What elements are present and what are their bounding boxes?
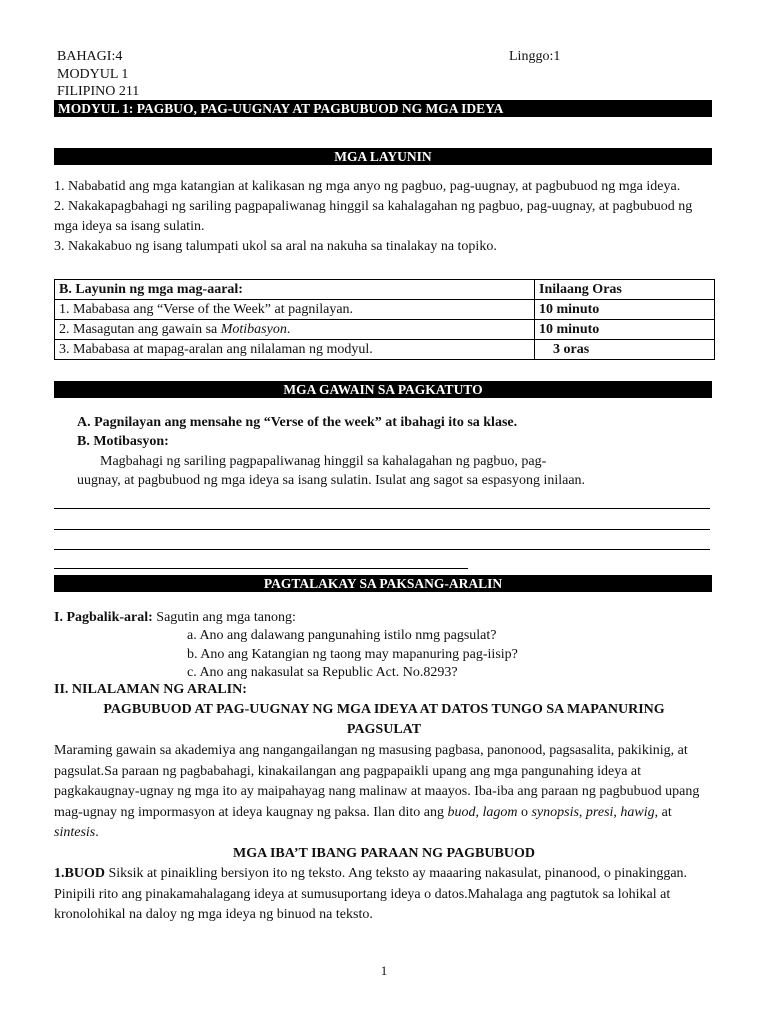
layunin-list [54, 177, 714, 257]
lesson-paragraph: Maraming gawain sa akademiya ang nangangailangan ng masusing pagbasa, panonood, pagsasalita, pakikinig, at pagsulat.Sa paraan ng pagbabahagi, kinakailangan ang pagpapaikli upang ang mga pangunahing ideya at pagkakaugnay-ugnay ng mga ito ay maipahayag nang malinaw at maayos. Iba-iba ang paraan ng pagbubuod upang mag-ugnay ng impormasyon at ideya kaugnay ng paksa. Ilan dito ang buod, lagom o synopsis, presi, hawig, at sintesis. [54, 743, 700, 840]
module-title: MODYUL 1: PAGBUO, PAG-UUGNAY AT PAGBUBUOD NG MGA IDEYA [58, 101, 504, 116]
pagbalik-aral-text: Sagutin ang mga tanong: [152, 610, 296, 625]
term-presi: presi [585, 804, 614, 820]
gawain-heading: MGA GAWAIN SA PAGKATUTO [54, 381, 712, 398]
pagbalik-aral [54, 608, 296, 628]
gawain-b-text-1: Magbahagi ng sariling pagpapaliwanag hinggil sa kahalagahan ng pagbuo, pag- [100, 454, 547, 469]
table-row [55, 320, 715, 340]
answer-line[interactable] [54, 529, 710, 530]
table-cell-task: 1. Mababasa ang “Verse of the Week” at pagnilayan. [55, 300, 535, 320]
layunin-item-1: 1. Nababatid ang mga katangian at kalikasan ng mga anyo ng pagbuo, pag-uugnay, at pagbubuod ng mga ideya. [54, 179, 681, 194]
lesson-subtitle-3: MGA IBA’T IBANG PARAAN NG PAGBUBUOD [233, 846, 535, 861]
term-hawig: hawig [620, 804, 655, 820]
subject-label: FILIPINO 211 [57, 84, 140, 99]
linggo-label: Linggo:1 [509, 49, 561, 64]
lesson-subtitle-2: PAGSULAT [346, 722, 422, 737]
question-a: a. Ano ang dalawang pangunahing istilo nmg pagsulat? [187, 628, 497, 643]
nilalaman-label: II. NILALAMAN NG ARALIN: [54, 682, 247, 697]
objectives-table [54, 279, 715, 360]
layunin-heading: MGA LAYUNIN [54, 148, 712, 165]
paragraph-text: Maraming gawain sa akademiya ang nangangailangan ng masusing pagbasa, panonood, pagsasalita, pakikinig, at pagsulat.Sa paraan ng pagbabahagi, kinakailangan ang pagpapaikli upang ang mga pangunahing ideya at pagkakaugnay-ugnay ng mga ito ay maipahayag nang malinaw at maayos. Iba-iba ang paraan ng pagbubuod upang mag-ugnay ng impormasyon at ideya kaugnay ng paksa. Ilan dito ang [54, 743, 700, 820]
gawain-b-text-2: uugnay, at pagbubuod ng mga ideya sa isang sulatin. Isulat ang sagot sa espasyong inilaan. [77, 473, 586, 488]
table-row [55, 340, 715, 360]
table-header-row [55, 280, 715, 300]
talakay-heading: PAGTALAKAY SA PAKSANG-ARALIN [54, 575, 712, 592]
table-header-time: Inilaang Oras [535, 280, 715, 300]
task-text: 2. Masagutan ang gawain sa [59, 322, 221, 337]
answer-line[interactable] [54, 568, 468, 569]
gawain-a: A. Pagnilayan ang mensahe ng “Verse of the week” at ibahagi ito sa klase. [77, 415, 518, 430]
answer-line[interactable] [54, 549, 710, 550]
task-emphasis: Motibasyon [220, 322, 287, 337]
table-cell-time: 10 minuto [535, 320, 715, 340]
table-header-task: B. Layunin ng mga mag-aaral: [55, 280, 535, 300]
pagbalik-aral-label: I. Pagbalik-aral: [54, 610, 153, 625]
question-b: b. Ano ang Katangian ng taong may mapanuring pag-iisip? [187, 647, 518, 662]
question-c: c. Ano ang nakasulat sa Republic Act. No.8293? [187, 665, 458, 680]
table-cell-time: 3 oras [535, 340, 715, 360]
modyul-label: MODYUL 1 [57, 67, 129, 82]
term-synopsis: synopsis [531, 804, 579, 820]
table-cell-task [55, 320, 535, 340]
term-lagom: lagom [482, 804, 518, 820]
table-row [55, 300, 715, 320]
buod-text: Siksik at pinaikling bersiyon ito ng teksto. Ang teksto ay maaaring nakasulat, pinanood, o pinakinggan. Pinipili rito ang pinakamahalagang ideya at sumusuportang ideya o datos.Mahalaga ang pagtutok sa lohikal at kronolohikal na daloy ng mga ideya ng binuod na teksto. [54, 866, 688, 922]
buod-label: 1.BUOD [54, 866, 105, 881]
term-buod: buod, [447, 804, 479, 820]
task-text-end: . [286, 322, 291, 337]
buod-paragraph [54, 864, 714, 926]
lesson-subtitle-1: PAGBUBUOD AT PAG-UUGNAY NG MGA IDEYA AT DATOS TUNGO SA MAPANURING [103, 702, 665, 717]
term-sintesis: sintesis [54, 825, 96, 840]
answer-line[interactable] [54, 508, 710, 509]
module-title-bar [54, 100, 712, 117]
gawain-b: B. Motibasyon: [77, 434, 169, 449]
page-number: 1 [380, 963, 388, 978]
table-cell-task: 3. Mababasa at mapag-aralan ang nilalaman ng modyul. [55, 340, 535, 360]
table-cell-time: 10 minuto [535, 300, 715, 320]
layunin-item-3: 3. Nakakabuo ng isang talumpati ukol sa aral na nakuha sa tinalakay na topiko. [54, 239, 497, 254]
bahagi-label: BAHAGI:4 [57, 49, 123, 64]
layunin-item-2: 2. Nakakapagbahagi ng sariling pagpapaliwanag hinggil sa kahalagahan ng pagbuo, pag-uugnay, at pagbubuod ng mga ideya sa isang sulatin. [54, 199, 693, 234]
